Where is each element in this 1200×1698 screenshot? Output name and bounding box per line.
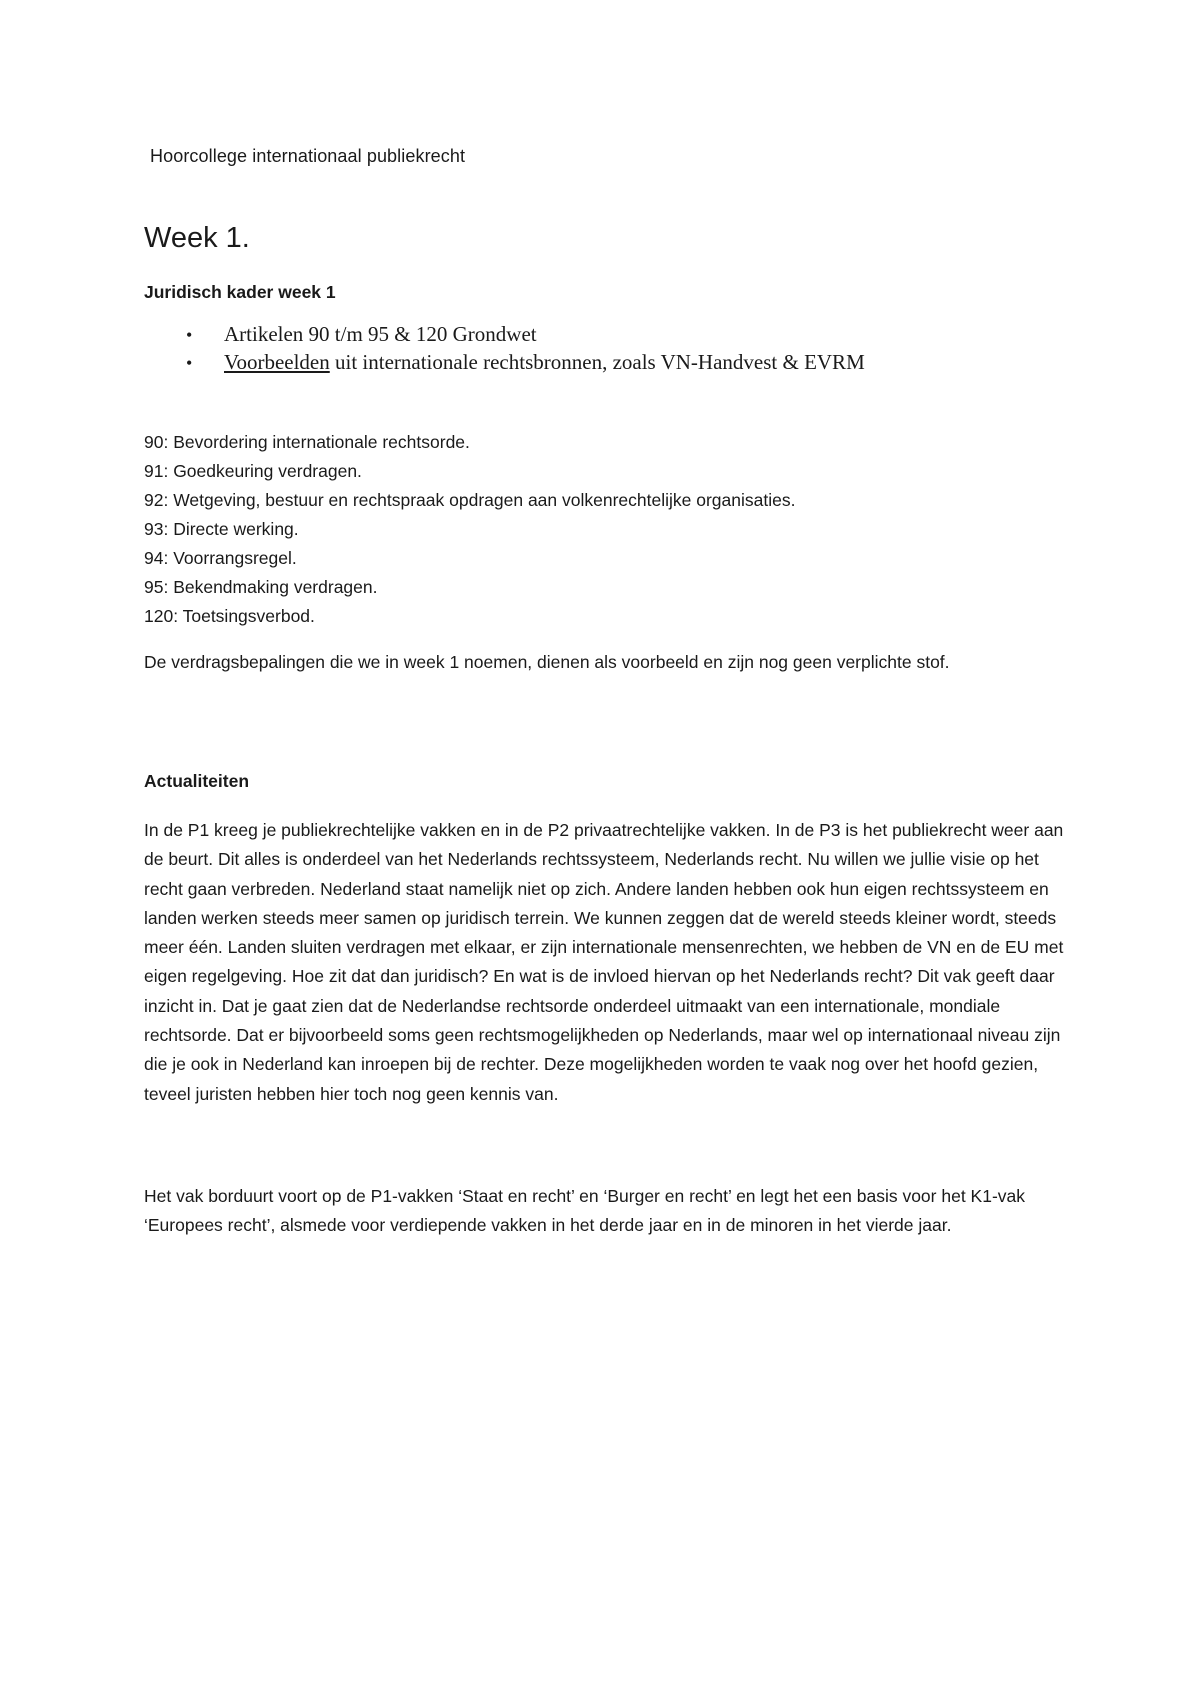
article-item: 91: Goedkeuring verdragen. <box>144 461 362 481</box>
week-title: Week 1. <box>144 222 250 254</box>
article-item: 90: Bevordering internationale rechtsorde. <box>144 432 470 452</box>
section-heading-actualiteiten: Actualiteiten <box>144 771 250 791</box>
body-paragraph: In de P1 kreeg je publiekrechtelijke vakken en in de P2 privaatrechtelijke vakken. In de P3 is het publiekrecht weer aan de beurt. Dit alles is onderdeel van het Nederlands rechtssysteem, Nederlands recht. Nu willen we jullie visie op het recht gaan verbreden. Nederland staat namelijk niet op zich. Andere landen hebben ook hun eigen rechtssysteem en landen werken steeds meer samen op juridisch terrein. We kunnen zeggen dat de wereld steeds kleiner wordt, steeds meer één. Landen sluiten verdragen met elkaar, er zijn internationale mensenrechten, we hebben de VN en de EU met eigen regelgeving. Hoe zit dat dan juridisch? En wat is de invloed hiervan op het Nederlands recht? Dit vak geeft daar inzicht in. Dat je gaat zien dat de Nederlandse rechtsorde onderdeel uitmaakt van een internationale, mondiale rechtsorde. Dat er bijvoorbeeld soms geen rechtsmogelijkheden op Nederlands, maar wel op internationaal niveau zijn die je ook in Nederland kan inroepen bij de rechter. Deze mogelijkheden worden te vaak nog over het hoofd gezien, teveel juristen hebben hier toch nog geen kennis van. <box>144 820 1064 1104</box>
body-paragraph: Het vak borduurt voort op de P1-vakken ‘Staat en recht’ en ‘Burger en recht’ en legt het een basis voor het K1-vak ‘Europees recht’, alsmede voor verdiepende vakken in het derde jaar en in de minoren in het vierde jaar. <box>144 1186 1026 1236</box>
article-item: 120: Toetsingsverbod. <box>144 606 315 626</box>
document-header: Hoorcollege internationaal publiekrecht <box>150 146 466 166</box>
article-item: 95: Bekendmaking verdragen. <box>144 577 378 597</box>
article-item: 94: Voorrangsregel. <box>144 548 297 568</box>
note-paragraph: De verdragsbepalingen die we in week 1 noemen, dienen als voorbeeld en zijn nog geen verplichte stof. <box>144 652 950 672</box>
bullet-text: uit internationale rechtsbronnen, zoals VN-Handvest & EVRM <box>329 350 865 374</box>
bullet-icon: • <box>186 353 193 373</box>
article-list <box>144 428 795 631</box>
article-item: 93: Directe werking. <box>144 519 299 539</box>
bullet-list <box>144 322 865 378</box>
article-item: 92: Wetgeving, bestuur en rechtspraak opdragen aan volkenrechtelijke organisaties. <box>144 490 796 510</box>
bullet-item <box>144 350 865 378</box>
bullet-underlined-text: Voorbeelden <box>224 350 330 374</box>
bullet-text: Artikelen 90 t/m 95 & 120 Grondwet <box>224 322 537 346</box>
section-heading-juridisch-kader: Juridisch kader week 1 <box>144 282 336 302</box>
bullet-icon: • <box>186 325 193 345</box>
bullet-item <box>144 322 865 350</box>
